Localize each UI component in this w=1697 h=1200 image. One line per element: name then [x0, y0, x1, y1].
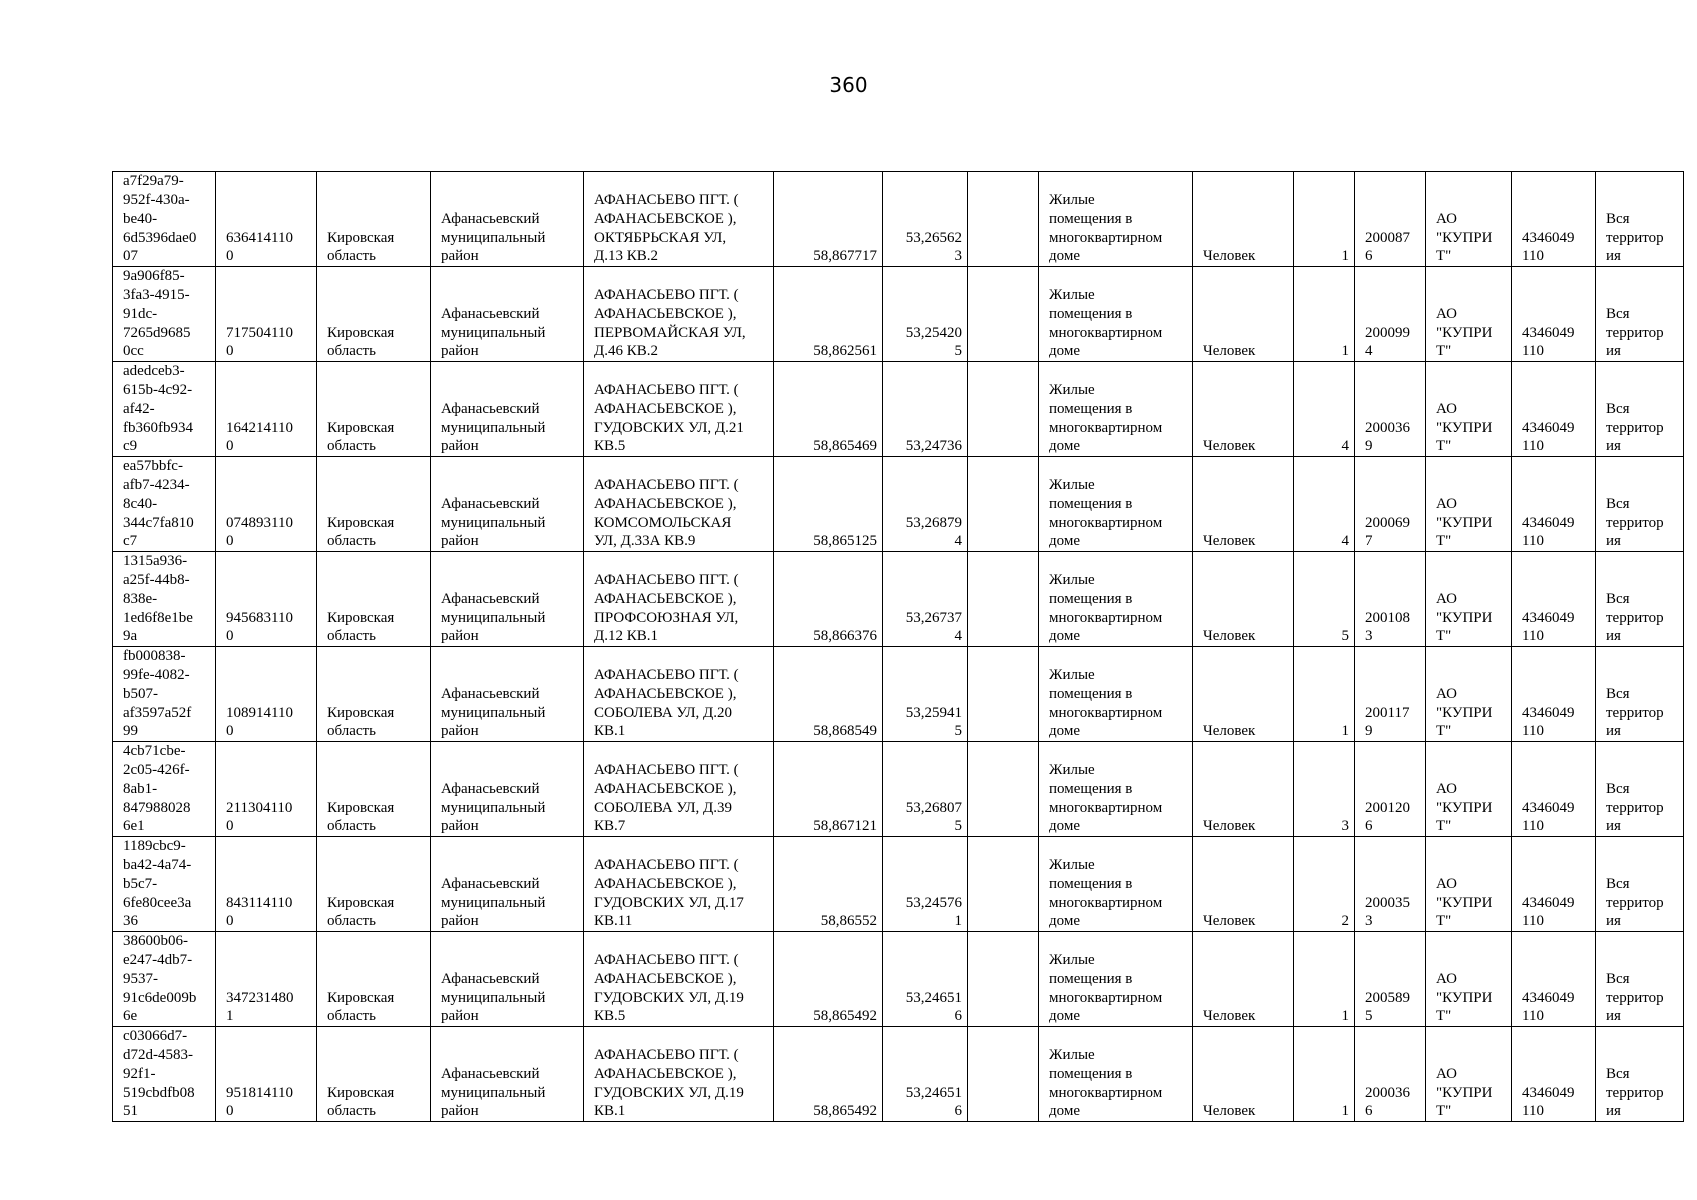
code-cell: 108914110 0 — [216, 647, 317, 742]
inn-cell: 4346049 110 — [1512, 837, 1596, 932]
empty-cell — [968, 647, 1039, 742]
quantity-cell: 1 — [1294, 932, 1355, 1027]
region-cell: Кировская область — [317, 742, 431, 837]
longitude-cell: 53,26737 4 — [883, 552, 968, 647]
district-cell: Афанасьевский муниципальный район — [431, 742, 584, 837]
territory-cell: Вся территор ия — [1596, 837, 1684, 932]
organization-cell: АО "КУПРИ Т" — [1426, 1027, 1512, 1122]
row-id-cell: 9a906f85- 3fa3-4915- 91dc- 7265d9685 0cc — [113, 267, 216, 362]
empty-cell — [968, 837, 1039, 932]
inn-cell: 4346049 110 — [1512, 267, 1596, 362]
region-cell: Кировская область — [317, 1027, 431, 1122]
row-id-cell: c03066d7- d72d-4583- 92f1- 519cbdfb08 51 — [113, 1027, 216, 1122]
inn-cell: 4346049 110 — [1512, 932, 1596, 1027]
unit-cell: Человек — [1193, 932, 1294, 1027]
region-cell: Кировская область — [317, 172, 431, 267]
latitude-cell: 58,866376 — [774, 552, 883, 647]
number-cell: 200035 3 — [1355, 837, 1426, 932]
row-id-cell: fb000838- 99fe-4082- b507- af3597a52f 99 — [113, 647, 216, 742]
latitude-cell: 58,867121 — [774, 742, 883, 837]
inn-cell: 4346049 110 — [1512, 457, 1596, 552]
empty-cell — [968, 742, 1039, 837]
code-cell: 636414110 0 — [216, 172, 317, 267]
territory-cell: Вся территор ия — [1596, 552, 1684, 647]
empty-cell — [968, 172, 1039, 267]
unit-cell: Человек — [1193, 1027, 1294, 1122]
address-cell: АФАНАСЬЕВО ПГТ. ( АФАНАСЬЕВСКОЕ ), СОБОЛЕВА УЛ, Д.39 КВ.7 — [584, 742, 774, 837]
longitude-cell: 53,26562 3 — [883, 172, 968, 267]
inn-cell: 4346049 110 — [1512, 362, 1596, 457]
organization-cell: АО "КУПРИ Т" — [1426, 457, 1512, 552]
organization-cell: АО "КУПРИ Т" — [1426, 267, 1512, 362]
empty-cell — [968, 1027, 1039, 1122]
code-cell: 074893110 0 — [216, 457, 317, 552]
territory-cell: Вся территор ия — [1596, 362, 1684, 457]
district-cell: Афанасьевский муниципальный район — [431, 647, 584, 742]
quantity-cell: 1 — [1294, 1027, 1355, 1122]
region-cell: Кировская область — [317, 362, 431, 457]
address-cell: АФАНАСЬЕВО ПГТ. ( АФАНАСЬЕВСКОЕ ), ПЕРВОМАЙСКАЯ УЛ, Д.46 КВ.2 — [584, 267, 774, 362]
table-row — [113, 742, 1684, 837]
inn-cell: 4346049 110 — [1512, 172, 1596, 267]
row-id-cell: ea57bbfc- afb7-4234- 8c40- 344c7fa810 c7 — [113, 457, 216, 552]
inn-cell: 4346049 110 — [1512, 552, 1596, 647]
number-cell: 200069 7 — [1355, 457, 1426, 552]
number-cell: 200120 6 — [1355, 742, 1426, 837]
organization-cell: АО "КУПРИ Т" — [1426, 362, 1512, 457]
premises-type-cell: Жилые помещения в многоквартирном доме — [1039, 647, 1193, 742]
premises-type-cell: Жилые помещения в многоквартирном доме — [1039, 172, 1193, 267]
territory-cell: Вся территор ия — [1596, 267, 1684, 362]
unit-cell: Человек — [1193, 647, 1294, 742]
premises-type-cell: Жилые помещения в многоквартирном доме — [1039, 932, 1193, 1027]
latitude-cell: 58,865492 — [774, 1027, 883, 1122]
longitude-cell: 53,25941 5 — [883, 647, 968, 742]
quantity-cell: 4 — [1294, 457, 1355, 552]
district-cell: Афанасьевский муниципальный район — [431, 932, 584, 1027]
premises-type-cell: Жилые помещения в многоквартирном доме — [1039, 742, 1193, 837]
row-id-cell: 38600b06- e247-4db7- 9537- 91c6de009b 6e — [113, 932, 216, 1027]
quantity-cell: 2 — [1294, 837, 1355, 932]
code-cell: 951814110 0 — [216, 1027, 317, 1122]
longitude-cell: 53,24736 — [883, 362, 968, 457]
district-cell: Афанасьевский муниципальный район — [431, 837, 584, 932]
row-id-cell: 4cb71cbe- 2c05-426f- 8ab1- 847988028 6e1 — [113, 742, 216, 837]
address-cell: АФАНАСЬЕВО ПГТ. ( АФАНАСЬЕВСКОЕ ), ОКТЯБРЬСКАЯ УЛ, Д.13 КВ.2 — [584, 172, 774, 267]
longitude-cell: 53,26879 4 — [883, 457, 968, 552]
longitude-cell: 53,24576 1 — [883, 837, 968, 932]
unit-cell: Человек — [1193, 552, 1294, 647]
latitude-cell: 58,865492 — [774, 932, 883, 1027]
region-cell: Кировская область — [317, 647, 431, 742]
code-cell: 164214110 0 — [216, 362, 317, 457]
organization-cell: АО "КУПРИ Т" — [1426, 172, 1512, 267]
code-cell: 945683110 0 — [216, 552, 317, 647]
premises-type-cell: Жилые помещения в многоквартирном доме — [1039, 1027, 1193, 1122]
unit-cell: Человек — [1193, 172, 1294, 267]
quantity-cell: 5 — [1294, 552, 1355, 647]
region-cell: Кировская область — [317, 837, 431, 932]
table-body — [113, 172, 1684, 1122]
number-cell: 200036 9 — [1355, 362, 1426, 457]
address-cell: АФАНАСЬЕВО ПГТ. ( АФАНАСЬЕВСКОЕ ), ГУДОВСКИХ УЛ, Д.19 КВ.5 — [584, 932, 774, 1027]
longitude-cell: 53,25420 5 — [883, 267, 968, 362]
quantity-cell: 3 — [1294, 742, 1355, 837]
region-cell: Кировская область — [317, 552, 431, 647]
premises-type-cell: Жилые помещения в многоквартирном доме — [1039, 457, 1193, 552]
address-cell: АФАНАСЬЕВО ПГТ. ( АФАНАСЬЕВСКОЕ ), СОБОЛЕВА УЛ, Д.20 КВ.1 — [584, 647, 774, 742]
data-table — [112, 171, 1684, 1122]
empty-cell — [968, 552, 1039, 647]
region-cell: Кировская область — [317, 457, 431, 552]
district-cell: Афанасьевский муниципальный район — [431, 362, 584, 457]
page-number: 360 — [829, 73, 868, 97]
latitude-cell: 58,868549 — [774, 647, 883, 742]
table-row — [113, 172, 1684, 267]
table-row — [113, 457, 1684, 552]
address-cell: АФАНАСЬЕВО ПГТ. ( АФАНАСЬЕВСКОЕ ), ГУДОВСКИХ УЛ, Д.17 КВ.11 — [584, 837, 774, 932]
territory-cell: Вся территор ия — [1596, 647, 1684, 742]
latitude-cell: 58,862561 — [774, 267, 883, 362]
number-cell: 200099 4 — [1355, 267, 1426, 362]
quantity-cell: 1 — [1294, 647, 1355, 742]
territory-cell: Вся территор ия — [1596, 1027, 1684, 1122]
district-cell: Афанасьевский муниципальный район — [431, 267, 584, 362]
longitude-cell: 53,24651 6 — [883, 932, 968, 1027]
address-cell: АФАНАСЬЕВО ПГТ. ( АФАНАСЬЕВСКОЕ ), КОМСОМОЛЬСКАЯ УЛ, Д.33А КВ.9 — [584, 457, 774, 552]
latitude-cell: 58,867717 — [774, 172, 883, 267]
region-cell: Кировская область — [317, 932, 431, 1027]
district-cell: Афанасьевский муниципальный район — [431, 1027, 584, 1122]
table-row — [113, 932, 1684, 1027]
inn-cell: 4346049 110 — [1512, 647, 1596, 742]
empty-cell — [968, 267, 1039, 362]
premises-type-cell: Жилые помещения в многоквартирном доме — [1039, 837, 1193, 932]
organization-cell: АО "КУПРИ Т" — [1426, 552, 1512, 647]
table-row — [113, 837, 1684, 932]
quantity-cell: 1 — [1294, 267, 1355, 362]
territory-cell: Вся территор ия — [1596, 742, 1684, 837]
quantity-cell: 1 — [1294, 172, 1355, 267]
unit-cell: Человек — [1193, 457, 1294, 552]
table-row — [113, 1027, 1684, 1122]
table-row — [113, 552, 1684, 647]
number-cell: 200087 6 — [1355, 172, 1426, 267]
district-cell: Афанасьевский муниципальный район — [431, 172, 584, 267]
table-row — [113, 267, 1684, 362]
territory-cell: Вся территор ия — [1596, 457, 1684, 552]
territory-cell: Вся территор ия — [1596, 172, 1684, 267]
quantity-cell: 4 — [1294, 362, 1355, 457]
unit-cell: Человек — [1193, 742, 1294, 837]
district-cell: Афанасьевский муниципальный район — [431, 457, 584, 552]
territory-cell: Вся территор ия — [1596, 932, 1684, 1027]
address-cell: АФАНАСЬЕВО ПГТ. ( АФАНАСЬЕВСКОЕ ), ГУДОВСКИХ УЛ, Д.21 КВ.5 — [584, 362, 774, 457]
organization-cell: АО "КУПРИ Т" — [1426, 647, 1512, 742]
code-cell: 717504110 0 — [216, 267, 317, 362]
organization-cell: АО "КУПРИ Т" — [1426, 932, 1512, 1027]
empty-cell — [968, 457, 1039, 552]
unit-cell: Человек — [1193, 837, 1294, 932]
row-id-cell: a7f29a79- 952f-430a- be40- 6d5396dae0 07 — [113, 172, 216, 267]
unit-cell: Человек — [1193, 362, 1294, 457]
organization-cell: АО "КУПРИ Т" — [1426, 837, 1512, 932]
premises-type-cell: Жилые помещения в многоквартирном доме — [1039, 362, 1193, 457]
premises-type-cell: Жилые помещения в многоквартирном доме — [1039, 552, 1193, 647]
number-cell: 200108 3 — [1355, 552, 1426, 647]
table-row — [113, 647, 1684, 742]
organization-cell: АО "КУПРИ Т" — [1426, 742, 1512, 837]
district-cell: Афанасьевский муниципальный район — [431, 552, 584, 647]
number-cell: 200117 9 — [1355, 647, 1426, 742]
longitude-cell: 53,26807 5 — [883, 742, 968, 837]
latitude-cell: 58,865125 — [774, 457, 883, 552]
row-id-cell: adedceb3- 615b-4c92- af42- fb360fb934 c9 — [113, 362, 216, 457]
premises-type-cell: Жилые помещения в многоквартирном доме — [1039, 267, 1193, 362]
latitude-cell: 58,865469 — [774, 362, 883, 457]
row-id-cell: 1189cbc9- ba42-4a74- b5c7- 6fe80cee3a 36 — [113, 837, 216, 932]
code-cell: 843114110 0 — [216, 837, 317, 932]
address-cell: АФАНАСЬЕВО ПГТ. ( АФАНАСЬЕВСКОЕ ), ГУДОВСКИХ УЛ, Д.19 КВ.1 — [584, 1027, 774, 1122]
table-row — [113, 362, 1684, 457]
empty-cell — [968, 932, 1039, 1027]
row-id-cell: 1315a936- a25f-44b8- 838e- 1ed6f8e1be 9a — [113, 552, 216, 647]
empty-cell — [968, 362, 1039, 457]
latitude-cell: 58,86552 — [774, 837, 883, 932]
number-cell: 200589 5 — [1355, 932, 1426, 1027]
region-cell: Кировская область — [317, 267, 431, 362]
longitude-cell: 53,24651 6 — [883, 1027, 968, 1122]
unit-cell: Человек — [1193, 267, 1294, 362]
inn-cell: 4346049 110 — [1512, 742, 1596, 837]
address-cell: АФАНАСЬЕВО ПГТ. ( АФАНАСЬЕВСКОЕ ), ПРОФСОЮЗНАЯ УЛ, Д.12 КВ.1 — [584, 552, 774, 647]
inn-cell: 4346049 110 — [1512, 1027, 1596, 1122]
code-cell: 347231480 1 — [216, 932, 317, 1027]
code-cell: 211304110 0 — [216, 742, 317, 837]
number-cell: 200036 6 — [1355, 1027, 1426, 1122]
